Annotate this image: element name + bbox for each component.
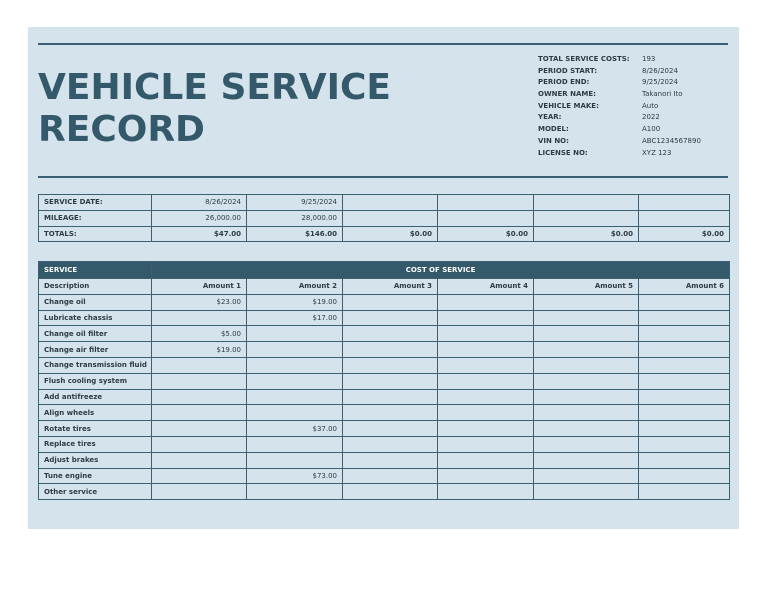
service-amount-cell[interactable]: $37.00 — [247, 421, 343, 437]
service-row — [39, 484, 730, 500]
summary-cell[interactable]: 9/25/2024 — [247, 195, 343, 211]
summary-cell[interactable]: $0.00 — [438, 226, 534, 242]
service-amount-cell[interactable] — [534, 468, 639, 484]
service-name: Change oil — [39, 294, 152, 310]
service-amount-cell[interactable] — [534, 373, 639, 389]
service-amount-cell[interactable] — [534, 310, 639, 326]
info-value: A100 — [642, 125, 661, 134]
info-row — [538, 124, 722, 136]
info-row — [538, 112, 722, 124]
service-name: Replace tires — [39, 436, 152, 452]
summary-cell[interactable] — [343, 210, 438, 226]
service-name: Add antifreeze — [39, 389, 152, 405]
service-record-sheet — [28, 27, 739, 529]
summary-row — [39, 195, 730, 211]
service-amount-cell[interactable] — [639, 373, 730, 389]
summary-cell[interactable]: $47.00 — [152, 226, 247, 242]
service-amount-cell[interactable] — [534, 326, 639, 342]
service-amount-cell[interactable]: $17.00 — [247, 310, 343, 326]
service-amount-cell[interactable] — [343, 421, 438, 437]
service-amount-cell[interactable]: $19.00 — [247, 294, 343, 310]
service-amount-cell[interactable] — [639, 405, 730, 421]
service-amount-cell[interactable] — [438, 326, 534, 342]
service-amount-cell[interactable] — [438, 468, 534, 484]
service-amount-cell[interactable] — [343, 389, 438, 405]
info-row — [538, 101, 722, 113]
summary-cell[interactable] — [343, 195, 438, 211]
service-amount-cell[interactable] — [438, 357, 534, 373]
info-value: 193 — [642, 55, 656, 63]
summary-cell[interactable]: 8/26/2024 — [152, 195, 247, 211]
service-amount-cell[interactable] — [152, 436, 247, 452]
service-name: Rotate tires — [39, 421, 152, 437]
service-amount-cell[interactable] — [343, 405, 438, 421]
info-label: TOTAL SERVICE COSTS: — [538, 55, 630, 63]
amount-header: Amount 2 — [247, 279, 343, 295]
service-amount-cell[interactable] — [343, 484, 438, 500]
service-amount-cell[interactable] — [438, 421, 534, 437]
summary-row — [39, 226, 730, 242]
service-amount-cell[interactable] — [247, 326, 343, 342]
service-row — [39, 373, 730, 389]
service-row — [39, 468, 730, 484]
service-amount-cell[interactable] — [343, 436, 438, 452]
summary-row-label: SERVICE DATE: — [39, 195, 152, 211]
summary-cell[interactable] — [438, 210, 534, 226]
service-amount-cell[interactable] — [247, 389, 343, 405]
service-amount-cell[interactable] — [152, 468, 247, 484]
service-amount-cell[interactable]: $73.00 — [247, 468, 343, 484]
service-amount-cell[interactable]: $23.00 — [152, 294, 247, 310]
info-value: ABC1234567890 — [642, 136, 701, 145]
summary-cell[interactable] — [639, 195, 730, 211]
service-name: Align wheels — [39, 405, 152, 421]
service-amount-cell[interactable] — [639, 468, 730, 484]
service-amount-cell[interactable] — [343, 294, 438, 310]
service-row — [39, 389, 730, 405]
info-row — [538, 89, 722, 101]
service-name: Lubricate chassis — [39, 310, 152, 326]
service-row — [39, 294, 730, 310]
info-label: PERIOD START: — [538, 66, 598, 75]
service-amount-cell[interactable] — [247, 373, 343, 389]
amount-header-row — [39, 279, 730, 295]
top-divider — [38, 43, 728, 45]
service-amount-cell[interactable] — [152, 405, 247, 421]
service-amount-cell[interactable] — [152, 484, 247, 500]
info-label: VIN NO: — [538, 136, 569, 145]
summary-row-label: MILEAGE: — [39, 210, 152, 226]
service-header-row — [39, 262, 730, 279]
service-amount-cell[interactable] — [152, 310, 247, 326]
service-amount-cell[interactable] — [639, 294, 730, 310]
service-cost-table — [38, 261, 730, 500]
service-amount-cell[interactable] — [343, 452, 438, 468]
description-header: Description — [39, 279, 152, 295]
info-row — [538, 148, 722, 160]
summary-cell[interactable] — [534, 195, 639, 211]
service-name: Tune engine — [39, 468, 152, 484]
summary-cell[interactable]: 28,000.00 — [247, 210, 343, 226]
info-row — [538, 54, 722, 66]
service-amount-cell[interactable] — [438, 310, 534, 326]
amount-header: Amount 1 — [152, 279, 247, 295]
info-label: OWNER NAME: — [538, 90, 596, 99]
service-name: Change oil filter — [39, 326, 152, 342]
summary-cell[interactable]: $0.00 — [343, 226, 438, 242]
service-row — [39, 342, 730, 358]
service-amount-cell[interactable] — [152, 357, 247, 373]
amount-header: Amount 5 — [534, 279, 639, 295]
service-summary-table — [38, 194, 730, 242]
service-amount-cell[interactable] — [534, 389, 639, 405]
service-amount-cell[interactable] — [438, 342, 534, 358]
service-amount-cell[interactable] — [247, 436, 343, 452]
service-amount-cell[interactable] — [152, 373, 247, 389]
service-amount-cell[interactable] — [639, 421, 730, 437]
service-amount-cell[interactable] — [438, 484, 534, 500]
service-amount-cell[interactable] — [438, 389, 534, 405]
service-amount-cell[interactable] — [247, 405, 343, 421]
summary-row-label: TOTALS: — [39, 226, 152, 242]
service-amount-cell[interactable] — [534, 294, 639, 310]
service-amount-cell[interactable] — [247, 484, 343, 500]
service-amount-cell[interactable] — [343, 468, 438, 484]
service-amount-cell[interactable] — [152, 389, 247, 405]
service-amount-cell[interactable] — [639, 436, 730, 452]
summary-cell[interactable]: 26,000.00 — [152, 210, 247, 226]
page-title: VEHICLE SERVICE RECORD — [38, 67, 391, 150]
service-row — [39, 452, 730, 468]
service-amount-cell[interactable] — [438, 436, 534, 452]
service-amount-cell[interactable] — [343, 342, 438, 358]
service-amount-cell[interactable] — [639, 389, 730, 405]
info-row — [538, 77, 722, 89]
info-label: PERIOD END: — [538, 78, 590, 87]
info-value: XYZ 123 — [642, 148, 672, 157]
service-column-header: SERVICE — [39, 262, 152, 279]
service-amount-cell[interactable] — [534, 436, 639, 452]
summary-cell[interactable] — [534, 210, 639, 226]
service-amount-cell[interactable] — [534, 357, 639, 373]
service-amount-cell[interactable] — [639, 452, 730, 468]
service-amount-cell[interactable] — [247, 452, 343, 468]
service-amount-cell[interactable]: $5.00 — [152, 326, 247, 342]
amount-header: Amount 4 — [438, 279, 534, 295]
service-amount-cell[interactable] — [534, 405, 639, 421]
info-label: LICENSE NO: — [538, 148, 588, 157]
service-amount-cell[interactable] — [639, 484, 730, 500]
service-amount-cell[interactable] — [343, 373, 438, 389]
info-value: 8/26/2024 — [642, 66, 678, 75]
summary-row — [39, 210, 730, 226]
cost-of-service-header: COST OF SERVICE — [152, 262, 730, 279]
service-row — [39, 421, 730, 437]
vehicle-info-block — [538, 54, 722, 159]
info-row — [538, 136, 722, 148]
service-name: Other service — [39, 484, 152, 500]
service-amount-cell[interactable] — [639, 310, 730, 326]
service-amount-cell[interactable] — [639, 357, 730, 373]
service-name: Adjust brakes — [39, 452, 152, 468]
service-amount-cell[interactable] — [438, 373, 534, 389]
service-amount-cell[interactable] — [152, 421, 247, 437]
service-amount-cell[interactable] — [438, 294, 534, 310]
service-row — [39, 326, 730, 342]
service-amount-cell[interactable] — [534, 421, 639, 437]
service-row — [39, 310, 730, 326]
info-row — [538, 66, 722, 78]
summary-cell[interactable]: $146.00 — [247, 226, 343, 242]
summary-cell[interactable]: $0.00 — [534, 226, 639, 242]
info-value: Auto — [642, 101, 659, 110]
summary-cell[interactable]: $0.00 — [639, 226, 730, 242]
service-row — [39, 436, 730, 452]
service-row — [39, 405, 730, 421]
amount-header: Amount 6 — [639, 279, 730, 295]
service-amount-cell[interactable] — [438, 405, 534, 421]
service-amount-cell[interactable] — [343, 326, 438, 342]
service-amount-cell[interactable] — [639, 326, 730, 342]
service-name: Change air filter — [39, 342, 152, 358]
info-value: 9/25/2024 — [642, 78, 678, 87]
header-divider — [38, 176, 728, 178]
info-value: Takanori Ito — [642, 90, 683, 99]
summary-cell[interactable] — [639, 210, 730, 226]
info-value: 2022 — [642, 113, 660, 122]
service-amount-cell[interactable] — [438, 452, 534, 468]
service-amount-cell[interactable] — [343, 357, 438, 373]
info-label: VEHICLE MAKE: — [538, 101, 599, 110]
service-amount-cell[interactable] — [639, 342, 730, 358]
service-amount-cell[interactable] — [152, 452, 247, 468]
service-name: Flush cooling system — [39, 373, 152, 389]
info-label: YEAR: — [538, 113, 562, 122]
info-label: MODEL: — [538, 125, 569, 134]
summary-cell[interactable] — [438, 195, 534, 211]
service-amount-cell[interactable] — [534, 452, 639, 468]
service-name: Change transmission fluid — [39, 357, 152, 373]
service-amount-cell[interactable] — [534, 342, 639, 358]
service-amount-cell[interactable] — [247, 342, 343, 358]
service-amount-cell[interactable] — [534, 484, 639, 500]
service-amount-cell[interactable] — [343, 310, 438, 326]
service-row — [39, 357, 730, 373]
service-amount-cell[interactable] — [247, 357, 343, 373]
service-amount-cell[interactable]: $19.00 — [152, 342, 247, 358]
amount-header: Amount 3 — [343, 279, 438, 295]
